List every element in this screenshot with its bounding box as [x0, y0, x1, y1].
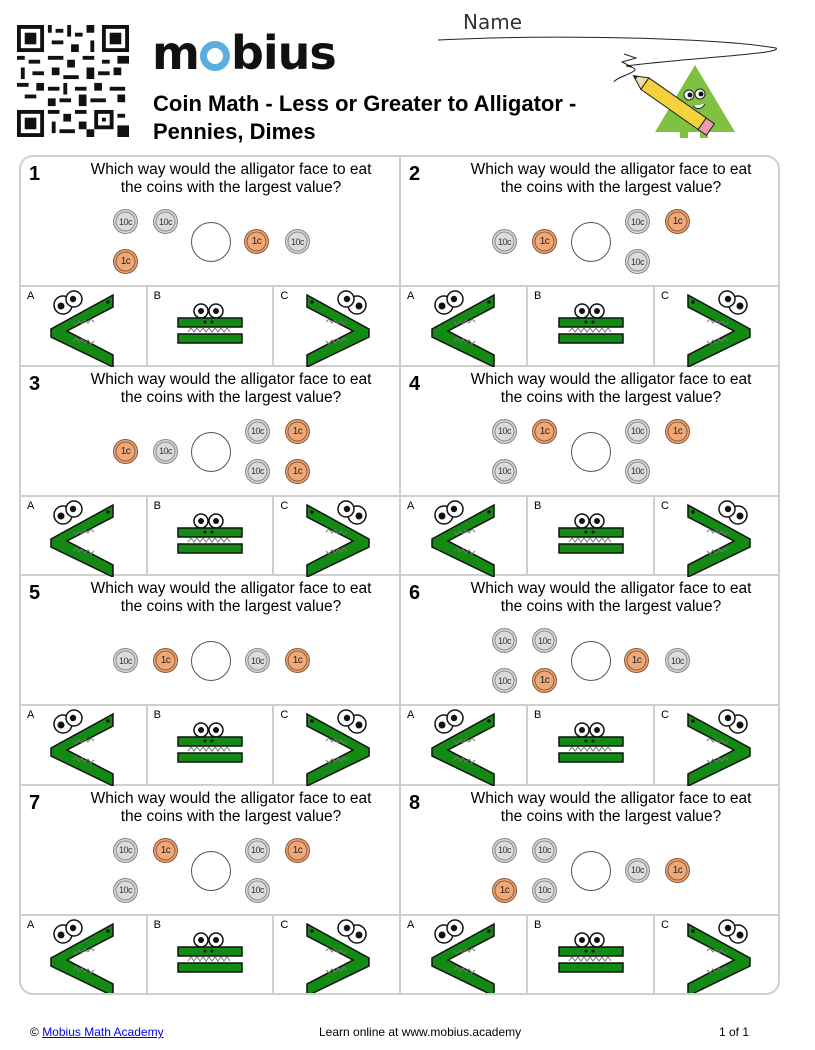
answer-letter: C [661, 290, 669, 302]
answer-letter: B [534, 918, 542, 931]
answer-letter: C [661, 918, 669, 931]
mobius-logo [152, 26, 336, 80]
problem-number: 8 [409, 791, 421, 814]
problem-number: 1 [29, 163, 41, 185]
coin-comparison [21, 834, 399, 912]
answer-option-c[interactable] [655, 497, 780, 575]
page-number: 1 of 1 [719, 1025, 750, 1039]
dime-coin-icon: 10c [492, 229, 517, 254]
answer-circle-blank [571, 432, 611, 472]
answer-letter: A [27, 499, 35, 512]
penny-coin-icon: 1c [285, 648, 310, 673]
triangle-pencil-mascot-icon [610, 40, 740, 140]
problem-card-1 [21, 157, 401, 367]
question-text: Which way would the alligator face to eat the coins with the largest value? [90, 161, 372, 196]
answer-option-b[interactable] [148, 706, 275, 784]
answer-options [21, 704, 399, 784]
answer-options [401, 914, 780, 994]
dime-coin-icon: 10c [625, 459, 650, 484]
problem-card-3 [21, 367, 401, 577]
question-text: Which way would the alligator face to eat the coins with the largest value? [90, 370, 372, 406]
penny-coin-icon: 1c [285, 459, 310, 484]
dime-coin-icon: 10c [492, 459, 517, 484]
alligator-equal-icon [164, 918, 256, 996]
problem-card-5 [21, 576, 401, 786]
dime-coin-icon: 10c [113, 209, 138, 234]
answer-option-b[interactable] [148, 916, 275, 994]
answer-option-a[interactable] [401, 287, 528, 365]
answer-letter: C [280, 918, 289, 931]
answer-letter: A [27, 918, 35, 931]
answer-letter: B [153, 709, 162, 721]
mobius-academy-link[interactable]: Mobius Math Academy [42, 1025, 164, 1039]
alligator-greater-than-icon [291, 289, 383, 367]
answer-options [21, 495, 399, 575]
question-text: Which way would the alligator face to eat the coins with the largest value? [90, 789, 372, 825]
dime-coin-icon: 10c [625, 419, 650, 444]
dime-coin-icon: 10c [113, 878, 138, 903]
answer-option-c[interactable] [274, 916, 399, 994]
answer-option-b[interactable] [528, 287, 655, 365]
alligator-greater-than-icon [291, 499, 383, 577]
alligator-equal-icon [545, 289, 637, 367]
answer-letter: A [27, 709, 35, 721]
answer-letter: A [407, 290, 415, 302]
dime-coin-icon: 10c [153, 439, 178, 464]
question-text: Which way would the alligator face to eat the coins with the largest value? [90, 580, 372, 615]
answer-circle-blank [191, 432, 231, 472]
answer-circle-blank [191, 641, 231, 681]
coin-comparison [21, 205, 399, 283]
answer-letter: C [280, 709, 289, 721]
answer-circle-blank [191, 851, 231, 891]
answer-option-b[interactable] [148, 287, 275, 365]
penny-coin-icon: 1c [532, 668, 557, 693]
penny-coin-icon: 1c [624, 648, 649, 673]
alligator-less-than-icon [37, 289, 129, 367]
alligator-greater-than-icon [291, 918, 383, 996]
answer-option-a[interactable] [21, 497, 148, 575]
alligator-equal-icon [545, 499, 637, 577]
answer-option-a[interactable] [401, 497, 528, 575]
dime-coin-icon: 10c [625, 858, 650, 883]
coin-comparison [401, 624, 780, 702]
question-text: Which way would the alligator face to eat the coins with the largest value? [470, 789, 752, 825]
coin-comparison [401, 415, 780, 493]
answer-circle-blank [191, 222, 231, 262]
answer-option-c[interactable] [274, 706, 399, 784]
name-label: Name [463, 10, 523, 34]
alligator-equal-icon [545, 918, 637, 996]
page-title: Coin Math - Less or Greater to Alligator - Pennies, Dimes [153, 91, 577, 144]
dime-coin-icon: 10c [153, 209, 178, 234]
dime-coin-icon: 10c [245, 459, 270, 484]
answer-option-c[interactable] [655, 916, 780, 994]
alligator-greater-than-icon [672, 499, 764, 577]
problem-card-2 [401, 157, 780, 367]
answer-option-b[interactable] [528, 916, 655, 994]
penny-coin-icon: 1c [665, 419, 690, 444]
dime-coin-icon: 10c [532, 838, 557, 863]
answer-option-b[interactable] [148, 497, 275, 575]
dime-coin-icon: 10c [492, 628, 517, 653]
answer-options [21, 914, 399, 994]
alligator-equal-icon [164, 708, 256, 786]
answer-options [401, 704, 780, 784]
dime-coin-icon: 10c [245, 878, 270, 903]
dime-coin-icon: 10c [245, 648, 270, 673]
dime-coin-icon: 10c [532, 628, 557, 653]
dime-coin-icon: 10c [492, 668, 517, 693]
penny-coin-icon: 1c [153, 648, 178, 673]
dime-coin-icon: 10c [532, 878, 557, 903]
answer-letter: B [534, 499, 542, 512]
penny-coin-icon: 1c [285, 838, 310, 863]
answer-letter: C [280, 290, 289, 302]
logo-text-bius: bius [230, 26, 336, 80]
answer-letter: B [153, 290, 162, 302]
answer-letter: C [661, 709, 669, 721]
answer-letter: C [661, 499, 669, 512]
alligator-less-than-icon [418, 918, 510, 996]
coin-comparison [401, 834, 780, 912]
answer-letter: B [534, 709, 542, 721]
answer-option-b[interactable] [528, 706, 655, 784]
question-text: Which way would the alligator face to eat the coins with the largest value? [470, 370, 752, 406]
penny-coin-icon: 1c [665, 209, 690, 234]
dime-coin-icon: 10c [492, 419, 517, 444]
answer-option-a[interactable] [401, 706, 528, 784]
problem-number: 4 [409, 372, 421, 395]
answer-option-a[interactable] [21, 287, 148, 365]
answer-circle-blank [571, 222, 611, 262]
problem-number: 5 [29, 582, 41, 604]
answer-option-a[interactable] [401, 916, 528, 994]
answer-letter: B [153, 499, 162, 512]
footer-learn-online: Learn online at www.mobius.academy [319, 1025, 522, 1039]
answer-option-b[interactable] [528, 497, 655, 575]
answer-circle-blank [571, 851, 611, 891]
answer-circle-blank [571, 641, 611, 681]
alligator-less-than-icon [37, 918, 129, 996]
answer-letter: A [407, 918, 415, 931]
dime-coin-icon: 10c [285, 229, 310, 254]
penny-coin-icon: 1c [492, 878, 517, 903]
dime-coin-icon: 10c [113, 838, 138, 863]
alligator-less-than-icon [37, 499, 129, 577]
answer-option-c[interactable] [655, 706, 780, 784]
dime-coin-icon: 10c [665, 648, 690, 673]
answer-option-a[interactable] [21, 916, 148, 994]
logo-o-icon [200, 41, 230, 71]
alligator-equal-icon [164, 289, 256, 367]
dime-coin-icon: 10c [625, 249, 650, 274]
problem-number: 6 [409, 582, 421, 604]
dime-coin-icon: 10c [625, 209, 650, 234]
penny-coin-icon: 1c [244, 229, 269, 254]
dime-coin-icon: 10c [113, 648, 138, 673]
answer-letter: A [407, 499, 415, 512]
question-text: Which way would the alligator face to eat the coins with the largest value? [470, 580, 752, 615]
problem-card-6 [401, 576, 780, 786]
coin-comparison [401, 205, 780, 283]
dime-coin-icon: 10c [245, 838, 270, 863]
alligator-greater-than-icon [672, 918, 764, 996]
penny-coin-icon: 1c [532, 229, 557, 254]
dime-coin-icon: 10c [245, 419, 270, 444]
alligator-less-than-icon [418, 708, 510, 786]
penny-coin-icon: 1c [113, 249, 138, 274]
answer-letter: A [27, 290, 35, 302]
answer-letter: B [153, 918, 162, 931]
answer-options [21, 285, 399, 365]
penny-coin-icon: 1c [153, 838, 178, 863]
footer-copyright [30, 1025, 164, 1039]
alligator-less-than-icon [418, 499, 510, 577]
answer-option-c[interactable] [274, 497, 399, 575]
question-text: Which way would the alligator face to eat the coins with the largest value? [470, 161, 752, 196]
penny-coin-icon: 1c [532, 419, 557, 444]
answer-options [401, 495, 780, 575]
problem-number: 2 [409, 163, 421, 185]
coin-comparison [21, 415, 399, 493]
problem-card-8 [401, 786, 780, 996]
answer-option-a[interactable] [21, 706, 148, 784]
alligator-greater-than-icon [672, 289, 764, 367]
answer-option-c[interactable] [655, 287, 780, 365]
alligator-less-than-icon [418, 289, 510, 367]
problem-card-7 [21, 786, 401, 996]
answer-letter: B [534, 290, 542, 302]
alligator-equal-icon [164, 499, 256, 577]
answer-letter: A [407, 709, 415, 721]
dime-coin-icon: 10c [492, 838, 517, 863]
answer-option-c[interactable] [274, 287, 399, 365]
answer-options [401, 285, 780, 365]
problem-number: 7 [29, 791, 41, 814]
penny-coin-icon: 1c [113, 439, 138, 464]
penny-coin-icon: 1c [285, 419, 310, 444]
qr-code-icon [17, 25, 129, 137]
problem-card-4 [401, 367, 780, 577]
worksheet [19, 155, 780, 995]
answer-letter: C [280, 499, 289, 512]
alligator-less-than-icon [37, 708, 129, 786]
problem-number: 3 [29, 372, 41, 395]
coin-comparison [21, 624, 399, 702]
penny-coin-icon: 1c [665, 858, 690, 883]
copyright-symbol: © [30, 1025, 43, 1039]
alligator-greater-than-icon [291, 708, 383, 786]
alligator-equal-icon [545, 708, 637, 786]
alligator-greater-than-icon [672, 708, 764, 786]
logo-text-m: m [152, 26, 199, 80]
